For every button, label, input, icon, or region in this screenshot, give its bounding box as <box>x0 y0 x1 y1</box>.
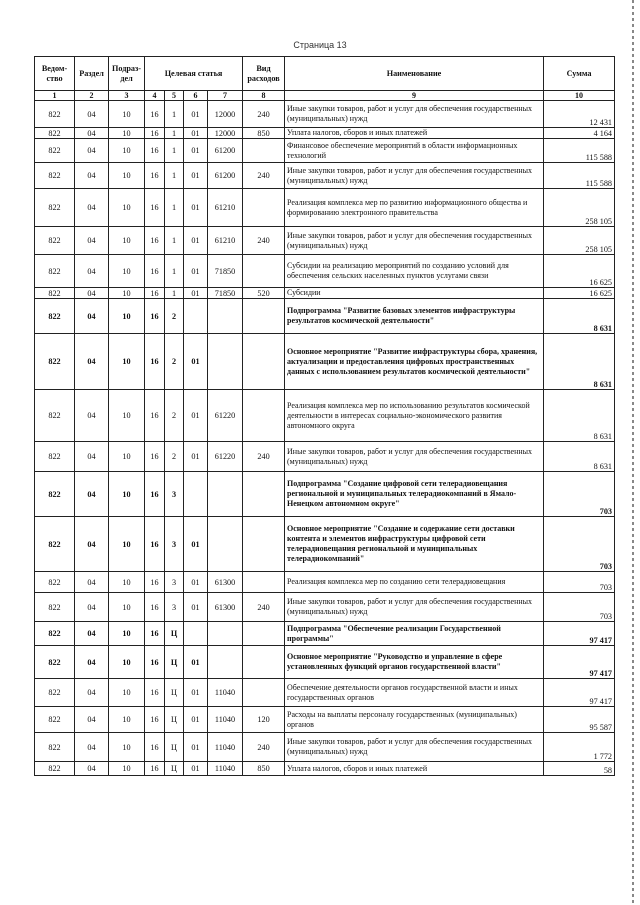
table-row <box>35 189 615 227</box>
cell-program: 16 <box>145 442 165 472</box>
table-row <box>35 334 615 390</box>
cell-program: 16 <box>145 646 165 679</box>
cell-razdel: 04 <box>75 442 109 472</box>
table-row <box>35 128 615 139</box>
cell-name: Расходы на выплаты персоналу государственных (муниципальных) органов <box>285 707 544 733</box>
cell-subprogram: Ц <box>165 646 184 679</box>
cell-podrazdel: 10 <box>109 622 145 646</box>
cell-subprogram: 2 <box>165 299 184 334</box>
cell-razdel: 04 <box>75 679 109 707</box>
cell-subprogram: 3 <box>165 472 184 517</box>
cell-vid <box>243 255 285 288</box>
table-row <box>35 288 615 299</box>
page-label: Страница 13 <box>293 40 347 50</box>
column-number: 2 <box>75 91 109 101</box>
cell-event: 01 <box>184 733 208 762</box>
cell-razdel: 04 <box>75 334 109 390</box>
cell-razdel: 04 <box>75 593 109 622</box>
table-row <box>35 442 615 472</box>
cell-direction: 12000 <box>208 128 243 139</box>
cell-podrazdel: 10 <box>109 707 145 733</box>
cell-vid <box>243 517 285 572</box>
cell-direction <box>208 622 243 646</box>
cell-vid: 520 <box>243 288 285 299</box>
cell-vid <box>243 390 285 442</box>
cell-vedomstvo: 822 <box>35 189 75 227</box>
cell-program: 16 <box>145 227 165 255</box>
cell-sum: 97 417 <box>544 646 615 679</box>
cell-vedomstvo: 822 <box>35 622 75 646</box>
cell-subprogram: 1 <box>165 227 184 255</box>
cell-vid: 240 <box>243 227 285 255</box>
column-number-row <box>35 91 615 101</box>
cell-vedomstvo: 822 <box>35 128 75 139</box>
cell-vedomstvo: 822 <box>35 255 75 288</box>
cell-razdel: 04 <box>75 390 109 442</box>
cell-event: 01 <box>184 288 208 299</box>
cell-subprogram: 2 <box>165 334 184 390</box>
cell-podrazdel: 10 <box>109 733 145 762</box>
cell-razdel: 04 <box>75 189 109 227</box>
table-row <box>35 622 615 646</box>
cell-sum: 16 625 <box>544 255 615 288</box>
cell-subprogram: Ц <box>165 622 184 646</box>
cell-subprogram: 2 <box>165 390 184 442</box>
table-row <box>35 572 615 593</box>
table-row <box>35 762 615 776</box>
cell-vedomstvo: 822 <box>35 227 75 255</box>
cell-event: 01 <box>184 572 208 593</box>
column-number: 5 <box>165 91 184 101</box>
cell-sum: 12 431 <box>544 101 615 128</box>
cell-event: 01 <box>184 593 208 622</box>
cell-vid: 240 <box>243 101 285 128</box>
cell-name: Обеспечение деятельности органов государственной власти и иных государственных органов <box>285 679 544 707</box>
cell-vid: 850 <box>243 762 285 776</box>
cell-event <box>184 472 208 517</box>
cell-vedomstvo: 822 <box>35 442 75 472</box>
cell-vedomstvo: 822 <box>35 390 75 442</box>
table-row <box>35 227 615 255</box>
cell-podrazdel: 10 <box>109 163 145 189</box>
cell-razdel: 04 <box>75 733 109 762</box>
header-vedomstvo: Ведом-ство <box>35 57 75 91</box>
cell-direction <box>208 299 243 334</box>
cell-sum: 115 588 <box>544 163 615 189</box>
cell-name: Иные закупки товаров, работ и услуг для обеспечения государственных (муниципальных) нужд <box>285 442 544 472</box>
cell-direction: 61220 <box>208 442 243 472</box>
cell-program: 16 <box>145 572 165 593</box>
cell-sum: 258 105 <box>544 227 615 255</box>
cell-sum: 97 417 <box>544 622 615 646</box>
table-row <box>35 733 615 762</box>
cell-name: Субсидии на реализацию мероприятий по созданию условий для обеспечения сельских населенных пунктов услугами связи <box>285 255 544 288</box>
cell-sum: 703 <box>544 572 615 593</box>
cell-podrazdel: 10 <box>109 762 145 776</box>
cell-razdel: 04 <box>75 227 109 255</box>
column-number: 6 <box>184 91 208 101</box>
cell-name: Иные закупки товаров, работ и услуг для обеспечения государственных (муниципальных) нужд <box>285 163 544 189</box>
cell-vedomstvo: 822 <box>35 139 75 163</box>
table-row <box>35 646 615 679</box>
cell-sum: 703 <box>544 517 615 572</box>
cell-subprogram: Ц <box>165 762 184 776</box>
table-row <box>35 390 615 442</box>
cell-subprogram: Ц <box>165 679 184 707</box>
cell-podrazdel: 10 <box>109 593 145 622</box>
cell-sum: 8 631 <box>544 299 615 334</box>
cell-vedomstvo: 822 <box>35 101 75 128</box>
cell-vid: 240 <box>243 593 285 622</box>
cell-vedomstvo: 822 <box>35 299 75 334</box>
cell-razdel: 04 <box>75 472 109 517</box>
table-row <box>35 707 615 733</box>
cell-direction: 61220 <box>208 390 243 442</box>
cell-podrazdel: 10 <box>109 572 145 593</box>
cell-program: 16 <box>145 707 165 733</box>
table-row <box>35 517 615 572</box>
cell-subprogram: 1 <box>165 288 184 299</box>
cell-sum: 8 631 <box>544 390 615 442</box>
column-number: 10 <box>544 91 615 101</box>
cell-event: 01 <box>184 227 208 255</box>
header-vid: Вид расходов <box>243 57 285 91</box>
cell-name: Подпрограмма "Обеспечение реализации Государственной программы" <box>285 622 544 646</box>
cell-program: 16 <box>145 472 165 517</box>
header-podrazdel: Подраз-дел <box>109 57 145 91</box>
table-row <box>35 299 615 334</box>
cell-event: 01 <box>184 707 208 733</box>
cell-sum: 703 <box>544 472 615 517</box>
cell-vid <box>243 299 285 334</box>
cell-direction: 61210 <box>208 189 243 227</box>
cell-direction: 11040 <box>208 707 243 733</box>
cell-direction: 71850 <box>208 288 243 299</box>
cell-event: 01 <box>184 390 208 442</box>
cell-name: Основное мероприятие "Развитие инфраструктуры сбора, хранения, актуализации и предоставления цифровых пространственных данных с использованием результатов космической деятельности" <box>285 334 544 390</box>
cell-razdel: 04 <box>75 101 109 128</box>
cell-podrazdel: 10 <box>109 334 145 390</box>
column-number: 9 <box>285 91 544 101</box>
table-row <box>35 472 615 517</box>
cell-vedomstvo: 822 <box>35 334 75 390</box>
cell-program: 16 <box>145 679 165 707</box>
table-row <box>35 679 615 707</box>
cell-sum: 1 772 <box>544 733 615 762</box>
table-row <box>35 163 615 189</box>
cell-razdel: 04 <box>75 128 109 139</box>
cell-vedomstvo: 822 <box>35 472 75 517</box>
cell-vedomstvo: 822 <box>35 762 75 776</box>
cell-vedomstvo: 822 <box>35 679 75 707</box>
cell-razdel: 04 <box>75 646 109 679</box>
cell-vid <box>243 572 285 593</box>
cell-podrazdel: 10 <box>109 679 145 707</box>
cell-name: Иные закупки товаров, работ и услуг для обеспечения государственных (муниципальных) нужд <box>285 101 544 128</box>
cell-name: Реализация комплекса мер по использованию результатов космической деятельности в интересах социально-экономического развития автономного округа <box>285 390 544 442</box>
cell-name: Основное мероприятие "Руководство и управление в сфере установленных функций органов государственной власти" <box>285 646 544 679</box>
cell-razdel: 04 <box>75 288 109 299</box>
cell-podrazdel: 10 <box>109 390 145 442</box>
cell-podrazdel: 10 <box>109 517 145 572</box>
cell-event <box>184 299 208 334</box>
cell-vid <box>243 622 285 646</box>
table-row <box>35 139 615 163</box>
cell-subprogram: 1 <box>165 255 184 288</box>
cell-vid <box>243 646 285 679</box>
cell-subprogram: 2 <box>165 442 184 472</box>
scan-edge <box>632 0 634 905</box>
column-number: 4 <box>145 91 165 101</box>
cell-subprogram: 3 <box>165 572 184 593</box>
cell-sum: 8 631 <box>544 442 615 472</box>
cell-razdel: 04 <box>75 163 109 189</box>
cell-program: 16 <box>145 163 165 189</box>
header-sum: Сумма <box>544 57 615 91</box>
cell-name: Реализация комплекса мер по развитию информационного общества и формированию электронного правительства <box>285 189 544 227</box>
cell-razdel: 04 <box>75 622 109 646</box>
cell-program: 16 <box>145 288 165 299</box>
cell-direction <box>208 517 243 572</box>
cell-podrazdel: 10 <box>109 288 145 299</box>
cell-program: 16 <box>145 733 165 762</box>
cell-sum: 258 105 <box>544 189 615 227</box>
cell-direction: 71850 <box>208 255 243 288</box>
cell-direction: 61300 <box>208 593 243 622</box>
cell-podrazdel: 10 <box>109 189 145 227</box>
cell-razdel: 04 <box>75 255 109 288</box>
cell-podrazdel: 10 <box>109 128 145 139</box>
column-number: 1 <box>35 91 75 101</box>
cell-direction: 11040 <box>208 762 243 776</box>
cell-vedomstvo: 822 <box>35 733 75 762</box>
cell-name: Подпрограмма "Развитие базовых элементов инфраструктуры результатов космической деятельности" <box>285 299 544 334</box>
cell-vid <box>243 334 285 390</box>
cell-sum: 16 625 <box>544 288 615 299</box>
cell-event: 01 <box>184 762 208 776</box>
cell-event <box>184 622 208 646</box>
cell-event: 01 <box>184 189 208 227</box>
cell-sum: 58 <box>544 762 615 776</box>
cell-razdel: 04 <box>75 517 109 572</box>
cell-direction: 12000 <box>208 101 243 128</box>
header-name: Наименование <box>285 57 544 91</box>
cell-direction: 61300 <box>208 572 243 593</box>
cell-sum: 4 164 <box>544 128 615 139</box>
cell-name: Субсидии <box>285 288 544 299</box>
cell-direction: 61210 <box>208 227 243 255</box>
cell-razdel: 04 <box>75 762 109 776</box>
cell-vid: 240 <box>243 442 285 472</box>
cell-program: 16 <box>145 128 165 139</box>
cell-vedomstvo: 822 <box>35 163 75 189</box>
cell-podrazdel: 10 <box>109 442 145 472</box>
cell-vid <box>243 189 285 227</box>
cell-vid <box>243 679 285 707</box>
cell-vid: 240 <box>243 733 285 762</box>
cell-event: 01 <box>184 334 208 390</box>
cell-vedomstvo: 822 <box>35 593 75 622</box>
cell-subprogram: 1 <box>165 101 184 128</box>
cell-program: 16 <box>145 101 165 128</box>
cell-subprogram: Ц <box>165 707 184 733</box>
cell-direction <box>208 472 243 517</box>
cell-vedomstvo: 822 <box>35 707 75 733</box>
cell-sum: 97 417 <box>544 679 615 707</box>
column-number: 8 <box>243 91 285 101</box>
cell-podrazdel: 10 <box>109 646 145 679</box>
cell-subprogram: 1 <box>165 139 184 163</box>
cell-program: 16 <box>145 390 165 442</box>
table-row <box>35 101 615 128</box>
cell-vid <box>243 139 285 163</box>
column-number: 3 <box>109 91 145 101</box>
cell-podrazdel: 10 <box>109 299 145 334</box>
cell-subprogram: 1 <box>165 189 184 227</box>
cell-direction: 61200 <box>208 139 243 163</box>
cell-name: Подпрограмма "Создание цифровой сети телерадиовещания региональной и муниципальных телерадиокомпаний в Ямало-Ненецком автономном округе" <box>285 472 544 517</box>
cell-sum: 95 587 <box>544 707 615 733</box>
cell-vid: 240 <box>243 163 285 189</box>
cell-direction: 11040 <box>208 733 243 762</box>
cell-event: 01 <box>184 163 208 189</box>
table-row <box>35 255 615 288</box>
cell-razdel: 04 <box>75 299 109 334</box>
cell-name: Уплата налогов, сборов и иных платежей <box>285 128 544 139</box>
cell-vid: 850 <box>243 128 285 139</box>
cell-program: 16 <box>145 299 165 334</box>
cell-sum: 703 <box>544 593 615 622</box>
header-razdel: Раздел <box>75 57 109 91</box>
cell-direction: 61200 <box>208 163 243 189</box>
cell-podrazdel: 10 <box>109 255 145 288</box>
cell-sum: 115 588 <box>544 139 615 163</box>
cell-program: 16 <box>145 334 165 390</box>
cell-event: 01 <box>184 442 208 472</box>
cell-name: Основное мероприятие "Создание и содержание сети доставки контента и элементов инфраструктуры цифровой сети телерадиовещания региональной и муниципальных телерадиокомпаний" <box>285 517 544 572</box>
cell-podrazdel: 10 <box>109 227 145 255</box>
cell-event: 01 <box>184 101 208 128</box>
cell-direction <box>208 334 243 390</box>
cell-program: 16 <box>145 762 165 776</box>
cell-event: 01 <box>184 679 208 707</box>
cell-event: 01 <box>184 128 208 139</box>
cell-vid <box>243 472 285 517</box>
column-number: 7 <box>208 91 243 101</box>
cell-podrazdel: 10 <box>109 101 145 128</box>
cell-event: 01 <box>184 139 208 163</box>
cell-subprogram: 3 <box>165 517 184 572</box>
cell-podrazdel: 10 <box>109 139 145 163</box>
cell-vedomstvo: 822 <box>35 288 75 299</box>
cell-sum: 8 631 <box>544 334 615 390</box>
cell-vid: 120 <box>243 707 285 733</box>
cell-razdel: 04 <box>75 572 109 593</box>
cell-direction <box>208 646 243 679</box>
cell-program: 16 <box>145 139 165 163</box>
cell-program: 16 <box>145 517 165 572</box>
cell-name: Реализация комплекса мер по созданию сети телерадиовещания <box>285 572 544 593</box>
cell-vedomstvo: 822 <box>35 517 75 572</box>
cell-event: 01 <box>184 517 208 572</box>
cell-name: Финансовое обеспечение мероприятий в области информационных технологий <box>285 139 544 163</box>
table-row <box>35 593 615 622</box>
cell-name: Уплата налогов, сборов и иных платежей <box>285 762 544 776</box>
cell-razdel: 04 <box>75 139 109 163</box>
cell-subprogram: 1 <box>165 128 184 139</box>
cell-event: 01 <box>184 646 208 679</box>
cell-vedomstvo: 822 <box>35 572 75 593</box>
cell-name: Иные закупки товаров, работ и услуг для обеспечения государственных (муниципальных) нужд <box>285 593 544 622</box>
cell-subprogram: 1 <box>165 163 184 189</box>
cell-direction: 11040 <box>208 679 243 707</box>
cell-program: 16 <box>145 622 165 646</box>
cell-name: Иные закупки товаров, работ и услуг для обеспечения государственных (муниципальных) нужд <box>285 227 544 255</box>
cell-subprogram: 3 <box>165 593 184 622</box>
cell-program: 16 <box>145 255 165 288</box>
cell-program: 16 <box>145 593 165 622</box>
cell-vedomstvo: 822 <box>35 646 75 679</box>
table-body <box>35 101 615 776</box>
cell-name: Иные закупки товаров, работ и услуг для обеспечения государственных (муниципальных) нужд <box>285 733 544 762</box>
cell-program: 16 <box>145 189 165 227</box>
header-row <box>35 57 615 91</box>
cell-podrazdel: 10 <box>109 472 145 517</box>
header-target: Целевая статья <box>145 57 243 91</box>
cell-event: 01 <box>184 255 208 288</box>
budget-table <box>34 56 615 776</box>
cell-razdel: 04 <box>75 707 109 733</box>
cell-subprogram: Ц <box>165 733 184 762</box>
